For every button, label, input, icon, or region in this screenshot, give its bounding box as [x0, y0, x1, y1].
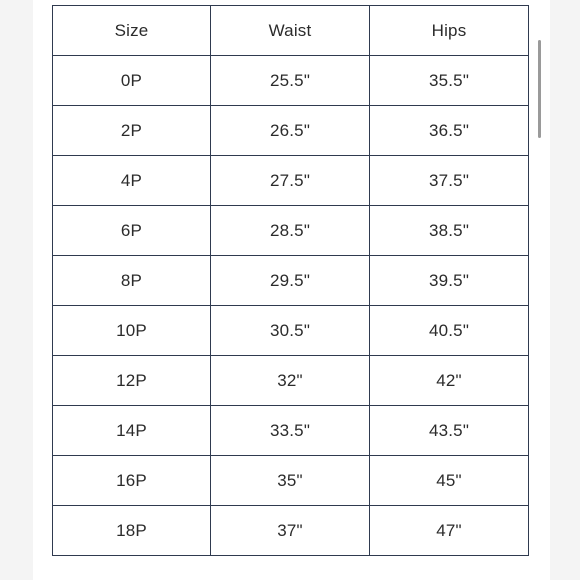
- hips-cell: 39.5": [370, 256, 529, 306]
- table-row: [53, 156, 529, 206]
- hips-cell: 37.5": [370, 156, 529, 206]
- hips-cell: 38.5": [370, 206, 529, 256]
- vertical-scrollbar[interactable]: [538, 40, 543, 138]
- size-cell: 8P: [53, 256, 211, 306]
- waist-cell: 26.5": [211, 106, 370, 156]
- size-cell: 12P: [53, 356, 211, 406]
- size-cell: 4P: [53, 156, 211, 206]
- header-waist: Waist: [211, 6, 370, 56]
- size-cell: 0P: [53, 56, 211, 106]
- waist-cell: 35": [211, 456, 370, 506]
- size-chart-page: [33, 0, 550, 580]
- waist-cell: 32": [211, 356, 370, 406]
- size-cell: 2P: [53, 106, 211, 156]
- waist-cell: 30.5": [211, 306, 370, 356]
- table-row: [53, 106, 529, 156]
- hips-cell: 43.5": [370, 406, 529, 456]
- waist-cell: 37": [211, 506, 370, 556]
- waist-cell: 28.5": [211, 206, 370, 256]
- hips-cell: 47": [370, 506, 529, 556]
- table-row: [53, 306, 529, 356]
- hips-cell: 35.5": [370, 56, 529, 106]
- header-hips: Hips: [370, 6, 529, 56]
- scrollbar-thumb[interactable]: [538, 40, 541, 138]
- hips-cell: 36.5": [370, 106, 529, 156]
- size-cell: 10P: [53, 306, 211, 356]
- header-size: Size: [53, 6, 211, 56]
- table-row: [53, 356, 529, 406]
- waist-cell: 33.5": [211, 406, 370, 456]
- size-cell: 6P: [53, 206, 211, 256]
- table-row: [53, 506, 529, 556]
- waist-cell: 27.5": [211, 156, 370, 206]
- waist-cell: 25.5": [211, 56, 370, 106]
- hips-cell: 40.5": [370, 306, 529, 356]
- size-cell: 14P: [53, 406, 211, 456]
- waist-cell: 29.5": [211, 256, 370, 306]
- size-chart-table: [52, 5, 529, 556]
- table-row: [53, 206, 529, 256]
- table-row: [53, 56, 529, 106]
- hips-cell: 45": [370, 456, 529, 506]
- hips-cell: 42": [370, 356, 529, 406]
- size-cell: 18P: [53, 506, 211, 556]
- table-row: [53, 256, 529, 306]
- table-row: [53, 456, 529, 506]
- size-cell: 16P: [53, 456, 211, 506]
- table-header-row: [53, 6, 529, 56]
- table-row: [53, 406, 529, 456]
